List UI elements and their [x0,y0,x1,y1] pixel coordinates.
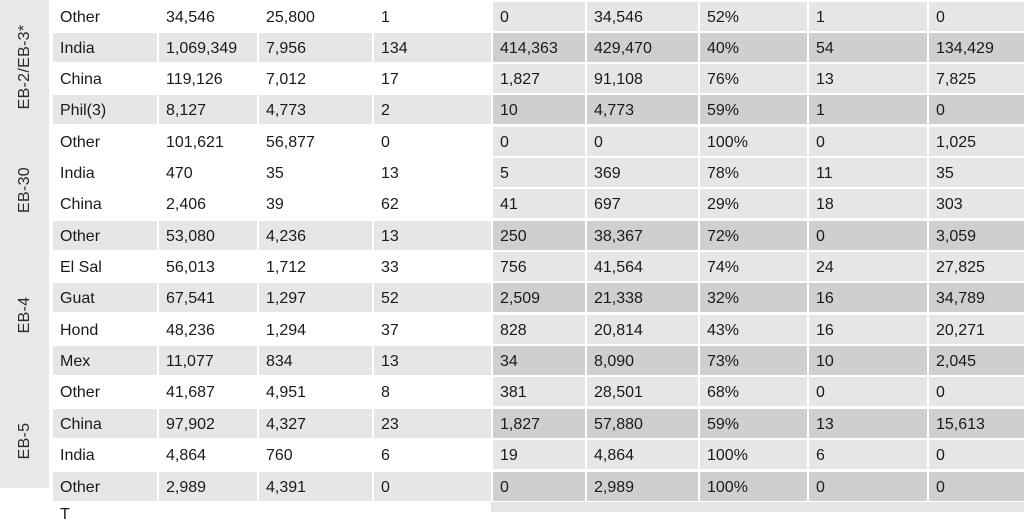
value-cell: 21,338 [585,283,698,312]
value-cell: 16 [807,315,927,344]
value-cell: 72% [698,221,807,250]
value-cell: 24 [807,252,927,281]
footer-row-right [491,502,1024,512]
value-cell: 828 [491,315,585,344]
country-cell: Mex [53,346,157,375]
value-cell: 97,902 [157,409,257,438]
value-cell: 0 [585,127,698,156]
value-cell: 0 [807,127,927,156]
value-cell: 13 [372,346,491,375]
table-row [53,189,1024,218]
value-cell: 15,613 [927,409,1024,438]
value-cell: 23 [372,409,491,438]
value-cell: 0 [491,2,585,31]
value-cell: 41 [491,189,585,218]
value-cell: 0 [491,127,585,156]
value-cell: 0 [927,2,1024,31]
value-cell: 119,126 [157,64,257,93]
value-cell: 0 [927,377,1024,406]
country-cell: Other [53,127,157,156]
value-cell: 0 [927,95,1024,124]
value-cell: 0 [927,440,1024,469]
value-cell: 8,127 [157,95,257,124]
country-cell: China [53,64,157,93]
value-cell: 1,712 [257,252,372,281]
value-cell: 134 [372,33,491,62]
value-cell: 1,827 [491,409,585,438]
table-row [53,2,1024,31]
value-cell: 6 [807,440,927,469]
value-cell: 41,687 [157,377,257,406]
value-cell: 4,327 [257,409,372,438]
value-cell: 13 [807,409,927,438]
value-cell: 35 [257,158,372,187]
country-cell: Hond [53,315,157,344]
value-cell: 6 [372,440,491,469]
value-cell: 76% [698,64,807,93]
country-cell: Other [53,377,157,406]
value-cell: 4,236 [257,221,372,250]
value-cell: 100% [698,472,807,501]
value-cell: 20,814 [585,315,698,344]
value-cell: 834 [257,346,372,375]
value-cell: 760 [257,440,372,469]
value-cell: 1,025 [927,127,1024,156]
value-cell: 1 [807,2,927,31]
value-cell: 13 [372,221,491,250]
value-cell: 40% [698,33,807,62]
table-row [53,472,1024,501]
value-cell: 91,108 [585,64,698,93]
value-cell: 17 [372,64,491,93]
value-cell: 4,773 [257,95,372,124]
value-cell: 250 [491,221,585,250]
value-cell: 2,509 [491,283,585,312]
value-cell: 32% [698,283,807,312]
value-cell: 59% [698,95,807,124]
value-cell: 41,564 [585,252,698,281]
country-cell: India [53,440,157,469]
value-cell: 28,501 [585,377,698,406]
table-row [53,158,1024,187]
value-cell: 1 [807,95,927,124]
value-cell: 303 [927,189,1024,218]
value-cell: 38,367 [585,221,698,250]
category-eb5 [0,393,49,490]
value-cell: 8 [372,377,491,406]
country-cell: Other [53,221,157,250]
country-cell: Other [53,2,157,31]
table-row [53,221,1024,250]
category-label: EB-5 [15,422,33,459]
table-row [53,315,1024,344]
value-cell: 756 [491,252,585,281]
value-cell: 34,789 [927,283,1024,312]
country-cell: Phil(3) [53,95,157,124]
value-cell: 74% [698,252,807,281]
value-cell: 10 [807,346,927,375]
value-cell: 18 [807,189,927,218]
value-cell: 134,429 [927,33,1024,62]
value-cell: 16 [807,283,927,312]
value-cell: 5 [491,158,585,187]
value-cell: 2,989 [585,472,698,501]
table-row [53,252,1024,281]
value-cell: 11,077 [157,346,257,375]
value-cell: 54 [807,33,927,62]
value-cell: 67,541 [157,283,257,312]
value-cell: 10 [491,95,585,124]
value-cell: 39 [257,189,372,218]
value-cell: 19 [491,440,585,469]
value-cell: 0 [807,472,927,501]
value-cell: 34,546 [157,2,257,31]
value-cell: 4,773 [585,95,698,124]
value-cell: 470 [157,158,257,187]
country-cell: El Sal [53,252,157,281]
value-cell: 52 [372,283,491,312]
value-cell: 48,236 [157,315,257,344]
value-cell: 56,013 [157,252,257,281]
category-eb4 [0,237,49,395]
value-cell: 100% [698,440,807,469]
value-cell: 2,045 [927,346,1024,375]
table-row [53,127,1024,156]
table-row [53,64,1024,93]
value-cell: 13 [807,64,927,93]
footer-row-left [53,502,491,512]
value-cell: 73% [698,346,807,375]
table-row [53,95,1024,124]
category-eb2-eb3 [0,0,49,144]
value-cell: 52% [698,2,807,31]
value-cell: 56,877 [257,127,372,156]
category-label: EB-30 [15,166,33,213]
value-cell: 7,012 [257,64,372,93]
value-cell: 1,827 [491,64,585,93]
value-cell: 35 [927,158,1024,187]
value-cell: 4,951 [257,377,372,406]
value-cell: 13 [372,158,491,187]
value-cell: 7,825 [927,64,1024,93]
value-cell: 429,470 [585,33,698,62]
country-cell: Guat [53,283,157,312]
value-cell: 2 [372,95,491,124]
value-cell: 0 [927,472,1024,501]
value-cell: 59% [698,409,807,438]
table-row [53,440,1024,469]
value-cell: 53,080 [157,221,257,250]
value-cell: 1,297 [257,283,372,312]
country-cell: Other [53,472,157,501]
value-cell: 4,864 [157,440,257,469]
value-cell: 0 [807,377,927,406]
value-cell: 34 [491,346,585,375]
table-row [53,377,1024,406]
value-cell: 57,880 [585,409,698,438]
category-eb30 [0,142,49,239]
value-cell: 1,294 [257,315,372,344]
value-cell: 2,406 [157,189,257,218]
country-cell: India [53,158,157,187]
category-label: EB-2/EB-3* [15,24,33,110]
value-cell: 8,090 [585,346,698,375]
table-row [53,409,1024,438]
value-cell: 27,825 [927,252,1024,281]
value-cell: 4,391 [257,472,372,501]
value-cell: 381 [491,377,585,406]
footer-partial-text: T [60,506,70,523]
value-cell: 0 [372,127,491,156]
country-cell: India [53,33,157,62]
value-cell: 3,059 [927,221,1024,250]
value-cell: 78% [698,158,807,187]
value-cell: 68% [698,377,807,406]
category-label: EB-4 [15,296,33,334]
value-cell: 0 [372,472,491,501]
value-cell: 101,621 [157,127,257,156]
country-cell: China [53,409,157,438]
value-cell: 100% [698,127,807,156]
value-cell: 369 [585,158,698,187]
value-cell: 7,956 [257,33,372,62]
table-row [53,33,1024,62]
country-cell: China [53,189,157,218]
value-cell: 1,069,349 [157,33,257,62]
value-cell: 62 [372,189,491,218]
value-cell: 25,800 [257,2,372,31]
value-cell: 414,363 [491,33,585,62]
value-cell: 2,989 [157,472,257,501]
value-cell: 37 [372,315,491,344]
value-cell: 33 [372,252,491,281]
value-cell: 20,271 [927,315,1024,344]
value-cell: 1 [372,2,491,31]
table-row [53,346,1024,375]
value-cell: 11 [807,158,927,187]
value-cell: 0 [807,221,927,250]
value-cell: 43% [698,315,807,344]
value-cell: 34,546 [585,2,698,31]
value-cell: 29% [698,189,807,218]
table-row [53,283,1024,312]
value-cell: 697 [585,189,698,218]
value-cell: 4,864 [585,440,698,469]
value-cell: 0 [491,472,585,501]
